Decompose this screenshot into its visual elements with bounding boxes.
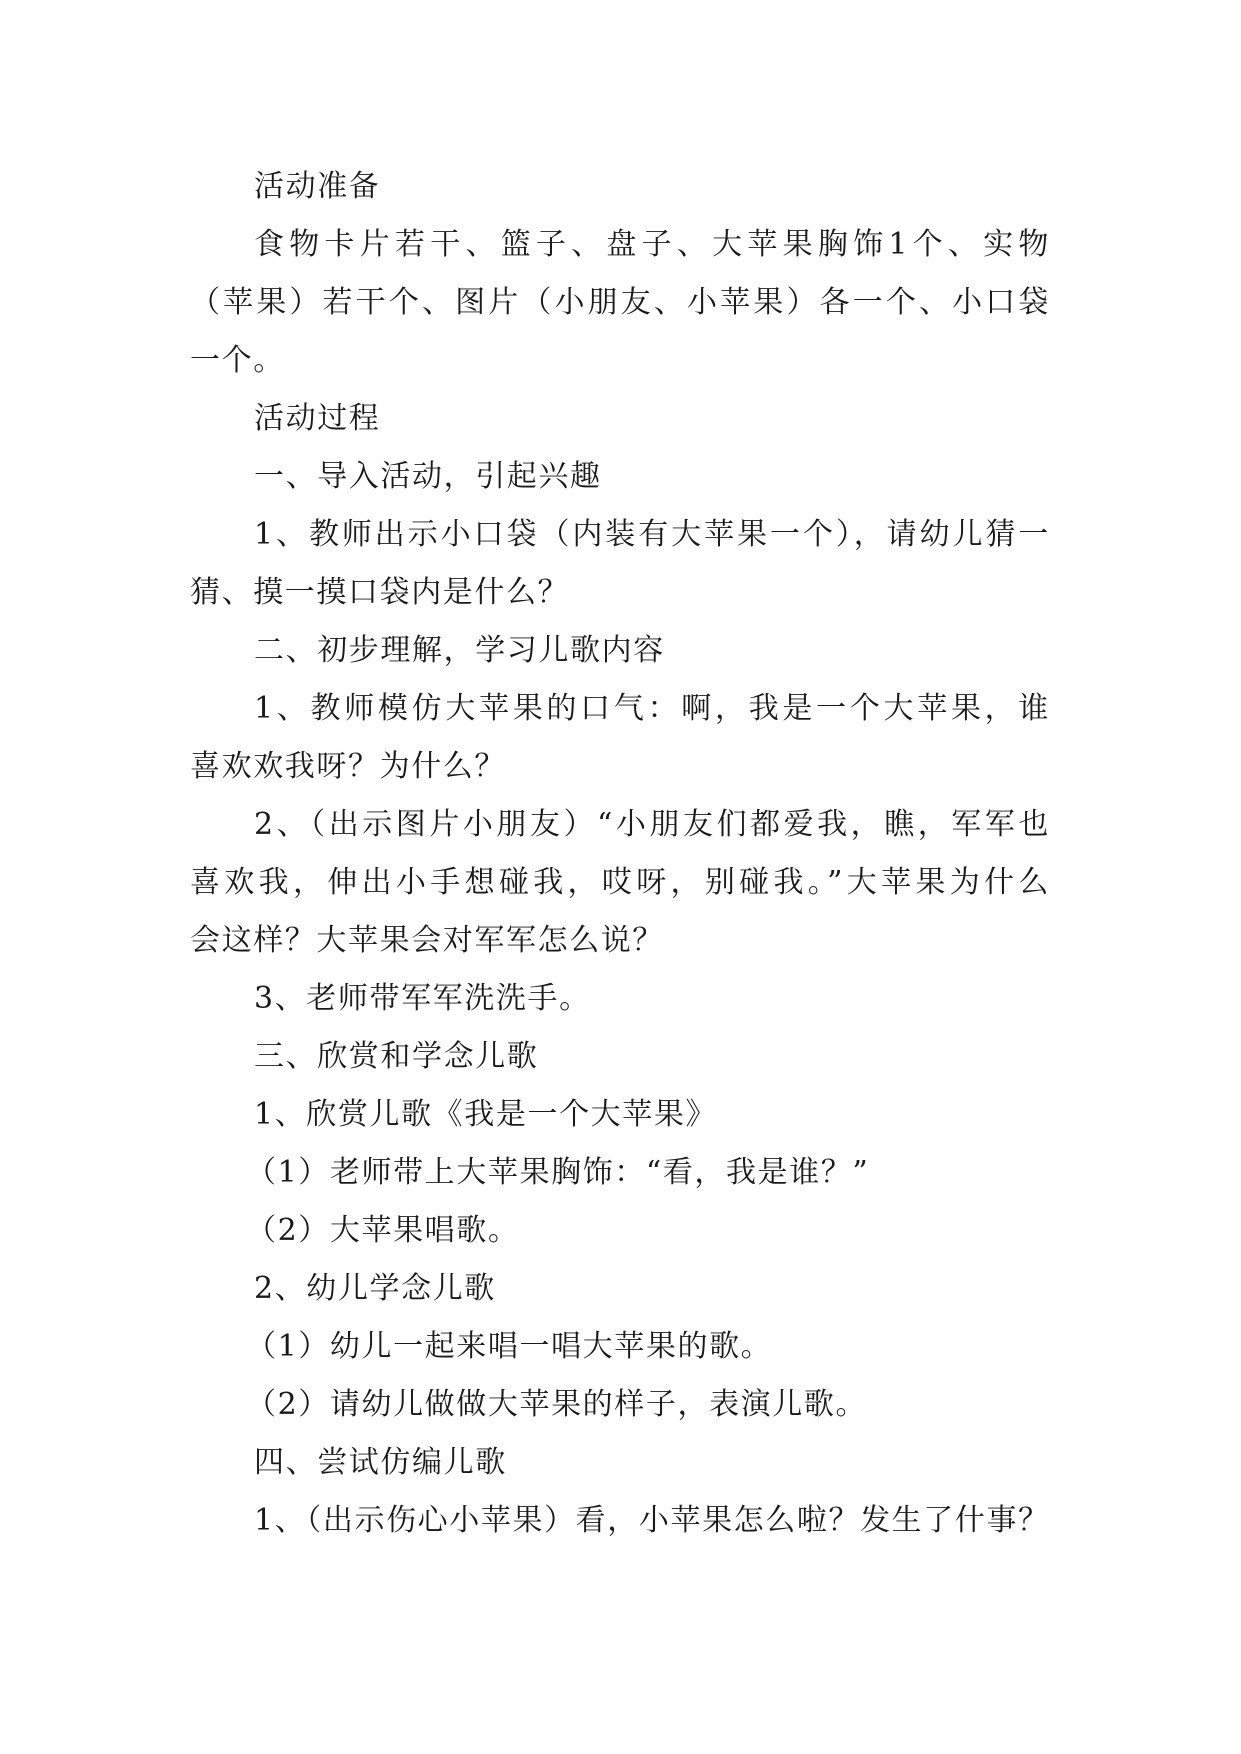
step-heading: 一、导入活动，引起兴趣	[254, 459, 602, 494]
paragraph-line: 喜欢欢我呀？为什么？	[190, 749, 506, 784]
paragraph-line: 2、（出示图片小朋友）“小朋友们都爱我，瞧，军军也	[254, 807, 1050, 842]
paragraph-line: （2）请幼儿做做大苹果的样子，表演儿歌。	[246, 1387, 868, 1422]
paragraph-line: （1）老师带上大苹果胸饰：“看，我是谁？”	[246, 1155, 870, 1190]
paragraph-line: 1、教师模仿大苹果的口气：啊，我是一个大苹果，谁	[254, 691, 1050, 726]
document-body	[190, 158, 1050, 1550]
paragraph-line: 1、欣赏儿歌《我是一个大苹果》	[254, 1097, 718, 1132]
section-heading-preparation: 活动准备	[254, 169, 381, 204]
paragraph-line: 食物卡片若干、篮子、盘子、大苹果胸饰1个、实物	[254, 227, 1050, 262]
step-heading: 三、欣赏和学念儿歌	[254, 1039, 539, 1074]
paragraph-line: （1）幼儿一起来唱一唱大苹果的歌。	[246, 1329, 773, 1364]
step-heading: 二、初步理解，学习儿歌内容	[254, 633, 665, 668]
paragraph-line: 3、老师带军军洗洗手。	[254, 981, 591, 1016]
paragraph-line: 喜欢我，伸出小手想碰我，哎呀，别碰我。”大苹果为什么	[190, 865, 1050, 900]
section-heading-process: 活动过程	[254, 401, 381, 436]
step-heading: 四、尝试仿编儿歌	[254, 1445, 507, 1480]
paragraph-line: （2）大苹果唱歌。	[246, 1213, 520, 1248]
paragraph-line: 1、教师出示小口袋（内装有大苹果一个），请幼儿猜一	[254, 517, 1050, 552]
paragraph-line: 猜、摸一摸口袋内是什么？	[190, 575, 570, 610]
paragraph-line: 一个。	[190, 343, 285, 378]
paragraph-line: （苹果）若干个、图片（小朋友、小苹果）各一个、小口袋	[190, 285, 1050, 320]
paragraph-line: 2、幼儿学念儿歌	[254, 1271, 496, 1306]
paragraph-line: 会这样？大苹果会对军军怎么说？	[190, 923, 664, 958]
paragraph-line: 1、（出示伤心小苹果）看，小苹果怎么啦？发生了什事？	[254, 1503, 1050, 1538]
